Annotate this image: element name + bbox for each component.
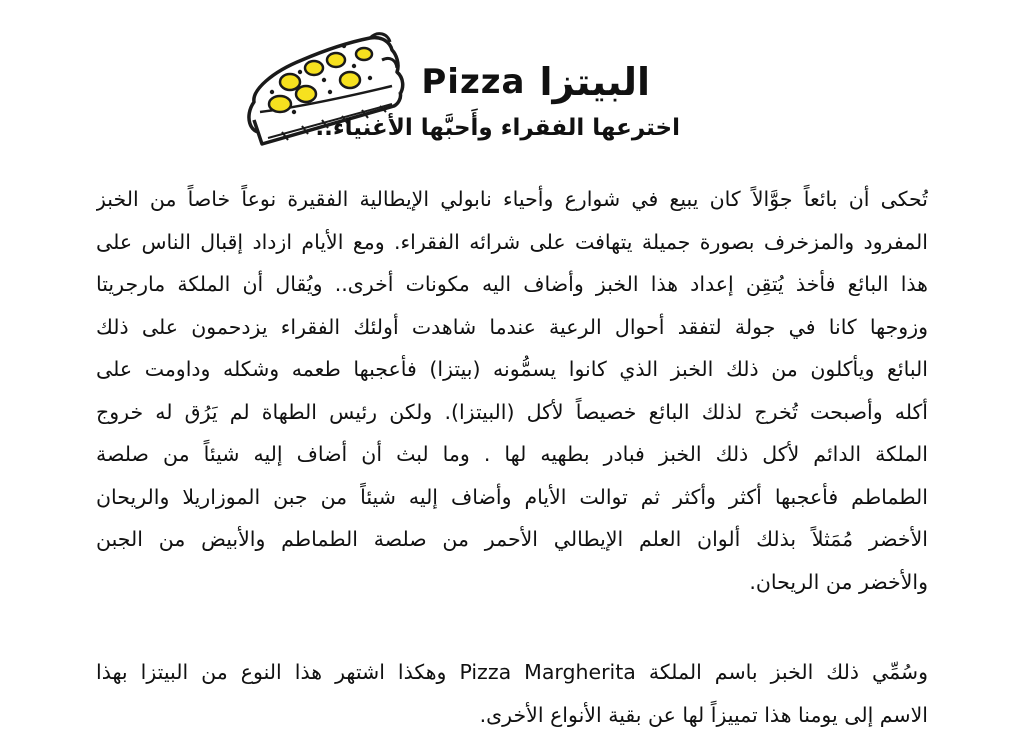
paragraph-line: الأخضر مُمَثلاً بذلك ألوان العلم الإيطالي الأحمر من صلصة الطماطم والأبيض من الجبن bbox=[96, 518, 928, 561]
paragraph-line: وسُمِّي ذلك الخبز باسم الملكة Pizza Margherita وهكذا اشتهر هذا النوع من البيتزا بهذا bbox=[96, 651, 928, 694]
paragraph-line: الاسم إلى يومنا هذا تمييزاً لها عن بقية الأنواع الأخرى. bbox=[96, 694, 928, 736]
paragraph-line: تُحكى أن بائعاً جوَّالاً كان يبيع في شوارع وأحياء نابولي الإيطالية الفقيرة نوعاً خاصاً من الخبز bbox=[96, 178, 928, 221]
title-ar: البيتزا bbox=[540, 60, 651, 104]
subtitle: اخترعها الفقراء وأَحبَّها الأغنياء.. bbox=[340, 115, 680, 155]
paragraph-line: وزوجها كانا في جولة لتفقد أحوال الرعية عندما شاهدت أولئك الفقراء يزدحمون على ذلك bbox=[96, 306, 928, 349]
title-row bbox=[410, 56, 650, 108]
paragraph-line: أكله وأصبحت تُخرج لذلك البائع خصيصاً لأكل (البيتزا). ولكن رئيس الطهاة لم يَرُق له خروج bbox=[96, 391, 928, 434]
article-body bbox=[96, 178, 928, 736]
title-en: Pizza bbox=[421, 62, 525, 102]
paragraph-line: الطماطم فأعجبها أكثر وأكثر ثم توالت الأيام وأضاف إليه شيئاً من جبن الموزاريلا والريحان bbox=[96, 476, 928, 519]
paragraph-line: هذا البائع فأخذ يُتقِن إعداد هذا الخبز وأضاف اليه مكونات أخرى.. ويُقال أن الملكة مارجريتا bbox=[96, 263, 928, 306]
header bbox=[232, 20, 692, 155]
paragraph-line: والأخضر من الريحان. bbox=[96, 561, 928, 604]
paragraph-line: البائع ويأكلون من ذلك الخبز الذي كانوا يسمُّونه (بيتزا) فأعجبها طعمه وشكله وداومت على bbox=[96, 348, 928, 391]
paragraph-line: المفرود والمزخرف بصورة جميلة يتهافت على شرائه الفقراء. ومع الأيام ازداد إقبال الناس على bbox=[96, 221, 928, 264]
paragraph-gap bbox=[96, 603, 928, 651]
paragraph-line: الملكة الدائم لأكل ذلك الخبز فبادر بطهيه لها . وما لبث أن أضاف إليه شيئاً من صلصة bbox=[96, 433, 928, 476]
